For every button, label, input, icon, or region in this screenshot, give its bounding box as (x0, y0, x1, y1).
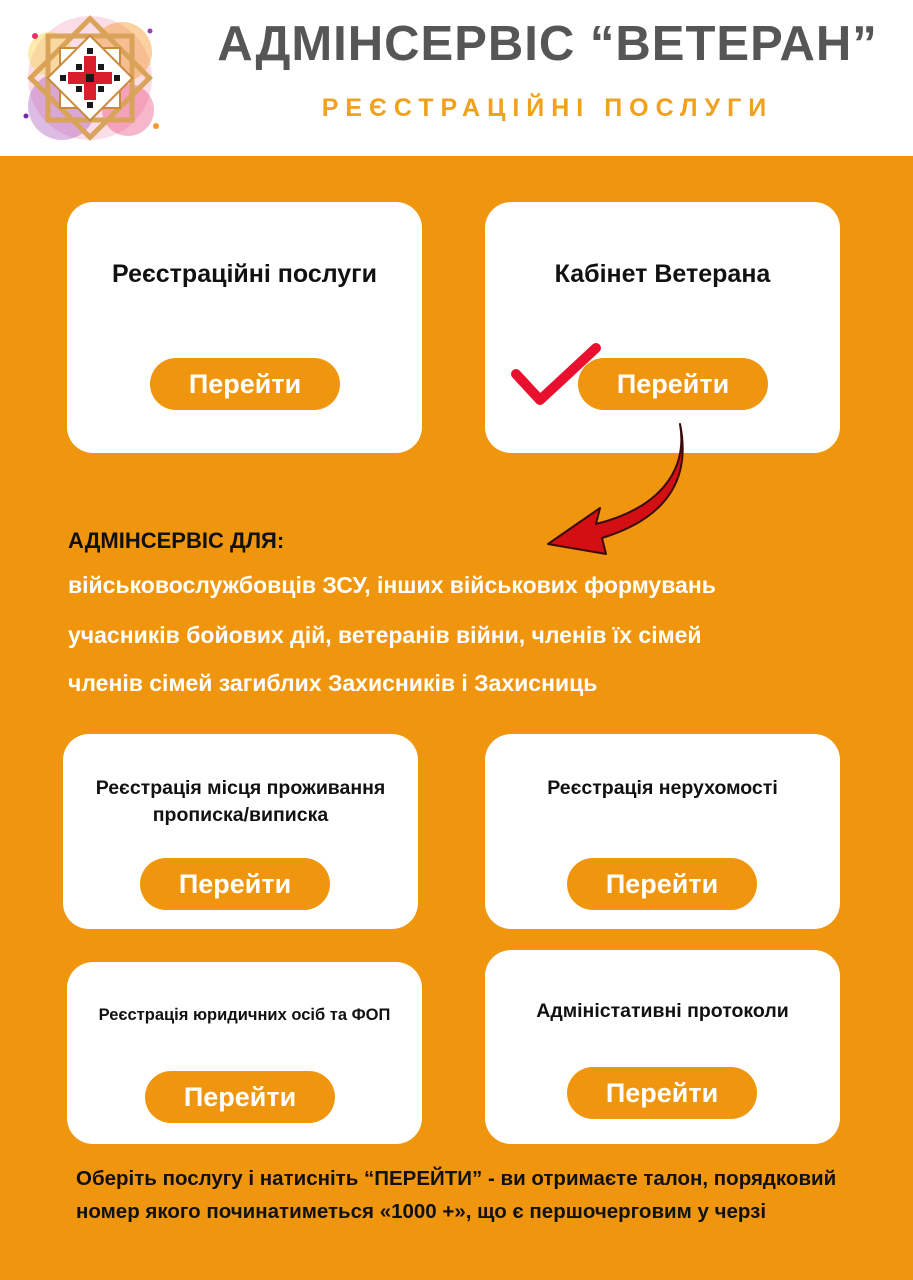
card-title: Адміністативні протоколи (536, 1000, 789, 1022)
card-title: Реєстрація нерухомості (547, 777, 778, 799)
audience-line: учасників бойових дій, ветеранів війни, членів їх сімей (68, 622, 702, 648)
card-title: Кабінет Ветерана (554, 260, 771, 288)
page-subtitle: РЕЄСТРАЦІЙНІ ПОСЛУГИ (321, 94, 774, 122)
card-title: Реєстрація місця проживання (95, 777, 386, 799)
card-registration-services (67, 202, 422, 453)
card-real-estate-registration (485, 734, 840, 929)
card-title: Реєстрація юридичних осіб та ФОП (98, 1006, 391, 1024)
card-administrative-protocols (485, 950, 840, 1144)
card-veteran-cabinet (485, 202, 840, 453)
go-button[interactable]: Перейти (567, 858, 757, 910)
checkmark-icon (510, 340, 602, 410)
card-title: Реєстраційні послуги (112, 260, 377, 288)
page-title: АДМІНСЕРВІС “ВЕТЕРАН” (217, 17, 878, 71)
audience-line: військовослужбовців ЗСУ, інших військових формувань (68, 572, 716, 598)
curved-arrow-icon (540, 420, 690, 560)
audience-line: членів сімей загиблих Захисників і Захисниць (68, 670, 598, 696)
go-button[interactable]: Перейти (140, 858, 330, 910)
audience-heading: АДМІНСЕРВІС ДЛЯ: (68, 528, 285, 553)
header (0, 0, 913, 156)
instruction-text: Оберіть послугу і натисніть “ПЕРЕЙТИ” - ви отримаєте талон, порядковий номер якого починатиметься «1000 +», що є першочерговим у черзі (76, 1167, 837, 1223)
ornament-logo-icon (10, 6, 170, 150)
go-button[interactable]: Перейти (578, 358, 768, 410)
go-button[interactable]: Перейти (150, 358, 340, 410)
go-button[interactable]: Перейти (567, 1067, 757, 1119)
card-subtitle: прописка/виписка (152, 804, 329, 826)
go-button[interactable]: Перейти (145, 1071, 335, 1123)
card-residence-registration (63, 734, 418, 929)
card-legal-entities-registration (67, 962, 422, 1144)
